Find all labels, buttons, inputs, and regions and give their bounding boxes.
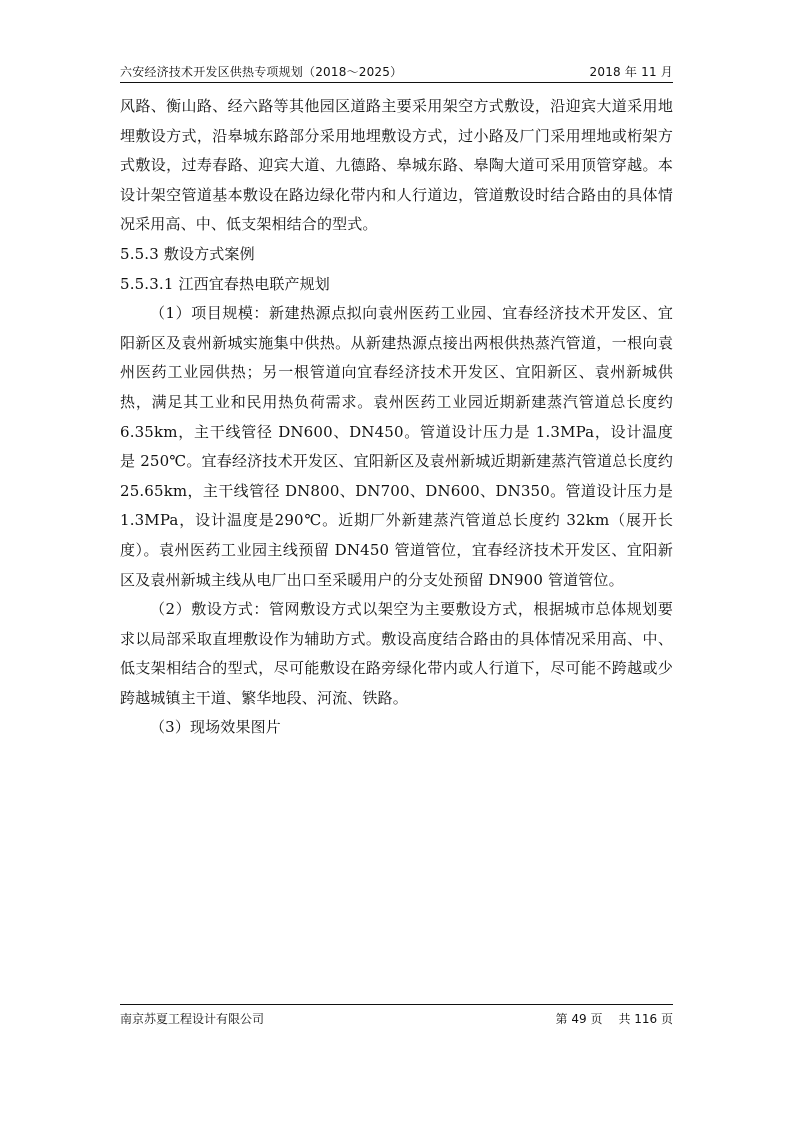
item-site-photos: （3）现场效果图片	[150, 718, 281, 737]
page-total: 共 116 页	[618, 1012, 673, 1026]
section-heading-5-5-3: 5.5.3 敷设方式案例	[120, 244, 255, 263]
body-paragraph: 风路、衡山路、经六路等其他园区道路主要采用架空方式敷设，沿迎宾大道采用地埋敷设方式，沿皋城东路部分采用地埋敷设方式，过小路及厂门采用埋地或桁架方式敷设，过寿春路、迎宾大道、九德路、皋城东路、皋陶大道可采用顶管穿越。本设计架空管道基本敷设在路边绿化带内和人行道边，管道敷设时结合路由的具体情况采用高、中、低支架相结合的型式。	[120, 97, 673, 234]
page-footer	[120, 1010, 673, 1027]
page-number: 第 49 页	[555, 1012, 603, 1026]
document-title: 六安经济技术开发区供热专项规划（2018～2025）	[120, 65, 403, 79]
document-date: 2018 年 11 月	[589, 65, 673, 79]
footer-divider	[120, 1004, 673, 1005]
header-divider	[120, 82, 673, 83]
company-name: 南京苏夏工程设计有限公司	[120, 1012, 265, 1026]
page-header	[120, 50, 673, 80]
item-project-scale: （1）项目规模：新建热源点拟向袁州医药工业园、宜春经济技术开发区、宜阳新区及袁州新城实施集中供热。从新建热源点接出两根供热蒸汽管道，一根向袁州医药工业园供热；另一根管道向宜春经济技术开发区、宜阳新区、袁州新城供热，满足其工业和民用热负荷需求。袁州医药工业园近期新建蒸汽管道总长度约6.35km，主干线管径 DN600、DN450。管道设计压力是 1.3MPa，设计温度是 250℃。宜春经济技术开发区、宜阳新区及袁州新城近期新建蒸汽管道总长度约 25.65km，主干线管径 DN800、DN700、DN600、DN350。管道设计压力是 1.3MPa，设计温度是290℃。近期厂外新建蒸汽管道总长度约 32km（展开长度）。袁州医药工业园主线预留 DN450 管道管位，宜春经济技术开发区、宜阳新区及袁州新城主线从电厂出口至采暖用户的分支处预留 DN900 管道管位。	[120, 304, 673, 589]
page-info	[556, 1010, 673, 1027]
section-heading-5-5-3-1: 5.5.3.1 江西宜春热电联产规划	[120, 274, 330, 293]
item-laying-method: （2）敷设方式：管网敷设方式以架空为主要敷设方式，根据城市总体规划要求以局部采取直埋敷设作为辅助方式。敷设高度结合路由的具体情况采用高、中、低支架相结合的型式，尽可能敷设在路旁绿化带内或人行道下，尽可能不跨越或少跨越城镇主干道、繁华地段、河流、铁路。	[120, 600, 673, 707]
page-body	[120, 92, 673, 743]
